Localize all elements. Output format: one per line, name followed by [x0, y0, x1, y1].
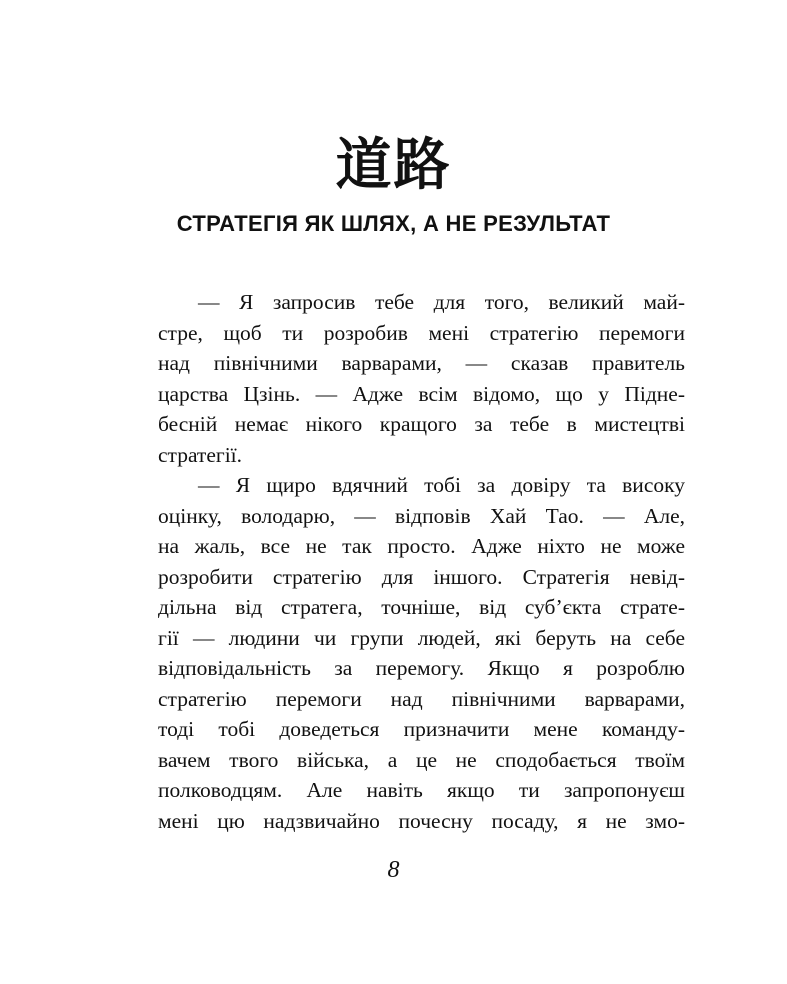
page-number: 8	[387, 857, 400, 883]
paragraph-2	[158, 470, 685, 836]
text-line: вачем твого війська, а це не сподобається твоїм	[158, 747, 685, 772]
chapter-subtitle: СТРАТЕГІЯ ЯК ШЛЯХ, А НЕ РЕЗУЛЬТАТ	[176, 211, 611, 236]
text-line: стратегії.	[158, 442, 243, 467]
text-line: царства Цзінь. — Адже всім відомо, що у Підне-	[158, 381, 685, 406]
text-line: бесній немає нікого кращого за тебе в мистецтві	[158, 412, 685, 436]
text-line: гії — людини чи групи людей, які беруть на себе	[158, 625, 685, 650]
text-line: полководцям. Але навіть якщо ти запропонуєш	[158, 778, 685, 802]
text-line: стре, щоб ти розробив мені стратегію перемоги	[158, 320, 685, 345]
text-line: відповідальність за перемогу. Якщо я розроблю	[158, 656, 685, 680]
text-line: над північними варварами, — сказав правитель	[158, 351, 685, 375]
text-line: стратегію перемоги над північними варварами,	[158, 686, 685, 711]
text-line: — Я щиро вдячний тобі за довіру та високу	[198, 473, 685, 497]
text-line: дільна від стратега, точніше, від суб’єкта страте-	[158, 595, 685, 619]
text-line: мені цю надзвичайно почесну посаду, я не змо-	[158, 808, 685, 833]
text-line: розробити стратегію для іншого. Стратегія невід-	[158, 564, 685, 589]
paragraph-1	[158, 287, 685, 470]
text-line: оцінку, володарю, — відповів Хай Тао. — Але,	[158, 503, 685, 528]
body-text	[158, 287, 685, 836]
text-line: на жаль, все не так просто. Адже ніхто не може	[158, 534, 685, 558]
text-line: — Я запросив тебе для того, великий май-	[198, 290, 685, 314]
chapter-title: 道路	[335, 133, 452, 198]
text-line: тоді тобі доведеться призначити мене команду-	[158, 717, 685, 741]
